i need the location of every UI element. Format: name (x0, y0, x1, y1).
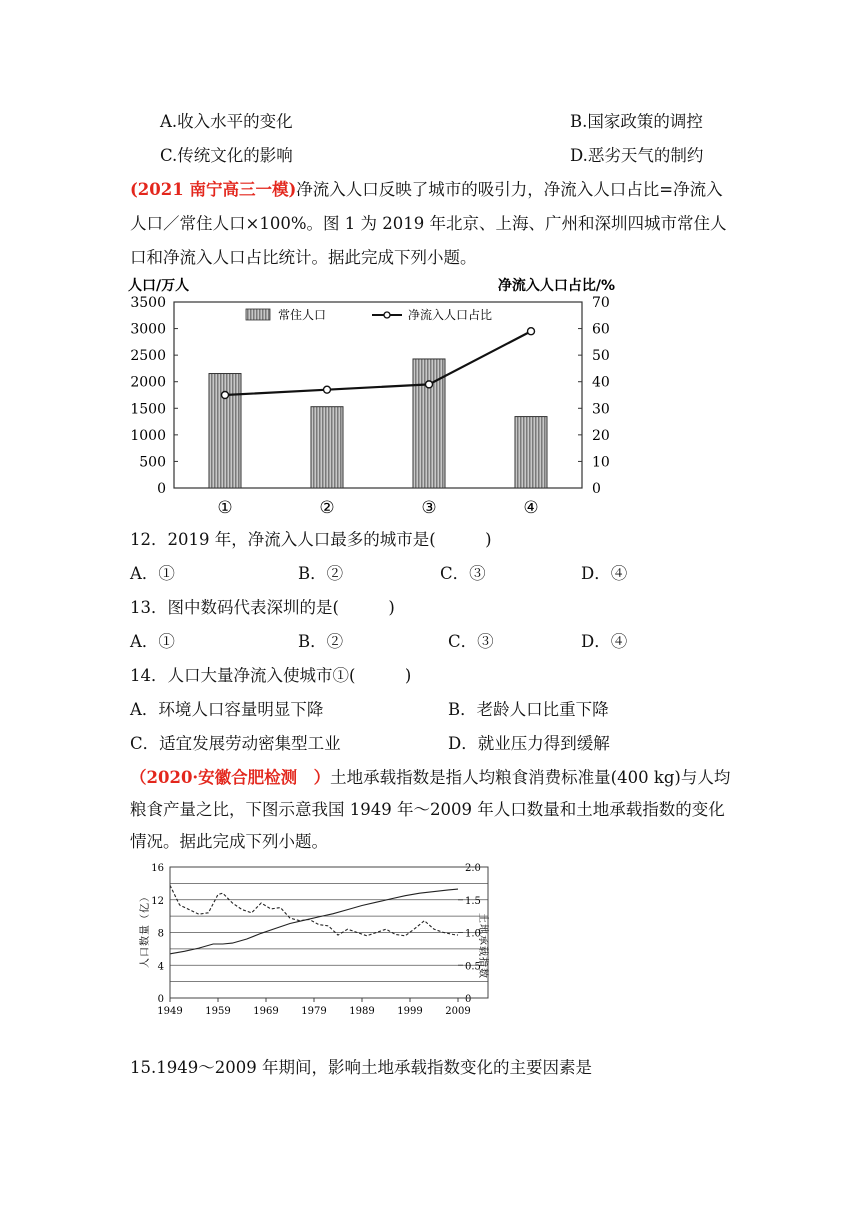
option-c: C.传统文化的影响 (160, 146, 293, 165)
q14-stem: 14．人口大量净流入使城市①( ) (130, 666, 412, 685)
chart1-ytick-label: 500 (139, 454, 166, 471)
q13-option-c: C．③ (448, 632, 494, 651)
q14-option-a: A．环境人口容量明显下降 (130, 700, 324, 719)
chart2-xtick-label: 2009 (445, 1006, 471, 1017)
chart1-ytick-label: 1000 (130, 427, 166, 444)
chart1-y2tick-label: 60 (592, 321, 610, 338)
option-b: B.国家政策的调控 (570, 112, 703, 131)
chart1-line-point (426, 381, 433, 388)
chart2-y2label: 土地承载指数 (477, 913, 488, 979)
chart1-xtick-label: ③ (421, 498, 437, 518)
chart1-y2tick-label: 50 (592, 348, 610, 365)
chart1-ytick-label: 1500 (130, 401, 166, 418)
chart1-legend-line-marker (384, 312, 390, 318)
q12-option-a: A．① (130, 564, 175, 583)
q14-option-c: C．适宜发展劳动密集型工业 (130, 734, 341, 753)
chart2-xtick-label: 1989 (349, 1006, 375, 1017)
passage1-line2: 人口／常住人口×100%。图 1 为 2019 年北京、上海、广州和深圳四城市常住人 (130, 214, 727, 233)
q13-stem: 13．图中数码代表深圳的是( ) (130, 598, 395, 617)
passage1-text1: 净流入人口反映了城市的吸引力，净流入人口占比=净流入 (296, 180, 723, 199)
q13-option-a: A．① (130, 632, 175, 651)
q14-option-b: B．老龄人口比重下降 (448, 700, 609, 719)
chart1-y2tick-label: 10 (592, 454, 610, 471)
passage1-source: (2021 南宁高三一模) (130, 180, 297, 199)
chart2-y2tick-label: 0 (465, 994, 472, 1005)
chart1-line-point (528, 328, 535, 335)
chart2-xtick-label: 1959 (205, 1006, 231, 1017)
chart1-legend-bar-swatch (246, 309, 270, 320)
chart1-y2tick-label: 40 (592, 374, 610, 391)
option-a: A.收入水平的变化 (160, 112, 293, 131)
chart2-xtick-label: 1949 (157, 1006, 183, 1017)
chart1-line-point (324, 386, 331, 393)
chart1-legend-bar-label: 常住人口 (278, 308, 327, 322)
chart1-ytick-label: 2000 (130, 374, 166, 391)
q13-option-d: D．④ (581, 632, 628, 651)
chart1-y2tick-label: 70 (592, 295, 610, 311)
option-d: D.恶劣天气的制约 (570, 146, 704, 165)
chart1-y2tick-label: 20 (592, 427, 610, 444)
chart2-ytick-label: 8 (157, 928, 164, 940)
chart1-y2tick-label: 30 (592, 401, 610, 418)
chart2-xtick-label: 1999 (397, 1006, 423, 1017)
q12-option-d: D．④ (581, 564, 628, 583)
chart1-y2tick-label: 0 (592, 481, 601, 497)
chart2-ytick-label: 0 (157, 994, 164, 1005)
q13-option-b: B．② (298, 632, 344, 651)
q15-stem: 15.1949～2009 年期间，影响土地承载指数变化的主要因素是 (130, 1058, 592, 1077)
passage1-line1 (130, 178, 723, 202)
chart1-xtick-label: ② (319, 498, 335, 518)
chart1-bar (311, 407, 343, 488)
chart1-line-point (222, 392, 229, 399)
chart1-line-series (225, 331, 531, 395)
population-bar-chart (118, 272, 638, 522)
chart2-y2tick-label: 1.5 (465, 895, 481, 907)
q12-option-b: B．② (298, 564, 344, 583)
q12-option-c: C．③ (440, 564, 486, 583)
chart2-ytick-label: 12 (151, 895, 164, 907)
chart1-ytick-label: 0 (157, 481, 166, 497)
chart2-ytick-label: 16 (151, 863, 164, 874)
q12-stem: 12．2019 年，净流入人口最多的城市是( ) (130, 530, 492, 549)
chart1-bar (209, 374, 241, 488)
chart1-bar (515, 417, 547, 488)
passage2-line3: 情况。据此完成下列小题。 (130, 832, 328, 851)
passage2-line2: 粮食产量之比，下图示意我国 1949 年～2009 年人口数量和土地承载指数的变化 (130, 800, 725, 819)
chart2-index-line (170, 885, 458, 936)
chart2-y2tick-label: 1.0 (465, 928, 481, 940)
chart2-ytick-label: 4 (157, 961, 164, 973)
q14-option-d: D．就业压力得到缓解 (448, 734, 610, 753)
chart1-ylabel: 人口/万人 (128, 278, 190, 294)
passage2-text1: 土地承载指数是指人均粮食消费标准量(400 kg)与人均 (330, 768, 731, 787)
chart1-ytick-label: 3000 (130, 321, 166, 338)
passage2-line1 (130, 766, 730, 790)
chart1-xtick-label: ① (217, 498, 233, 518)
chart2-y2tick-label: 2.0 (465, 863, 481, 874)
passage2-source: （2020·安徽合肥检测 ） (130, 768, 331, 787)
passage1-line3: 口和净流入人口占比统计。据此完成下列小题。 (130, 248, 477, 267)
chart1-y2label: 净流入人口占比/% (497, 278, 615, 294)
population-index-line-chart (130, 858, 490, 1026)
chart2-xtick-label: 1979 (301, 1006, 327, 1017)
chart1-xtick-label: ④ (523, 498, 539, 518)
chart2-xtick-label: 1969 (253, 1006, 279, 1017)
chart2-y2tick-label: 0.5 (465, 961, 481, 973)
chart2-ylabel: 人口数量（亿） (140, 891, 151, 968)
chart1-legend-line-label: 净流入人口占比 (408, 308, 493, 322)
chart1-ytick-label: 3500 (130, 295, 166, 311)
chart1-ytick-label: 2500 (130, 348, 166, 365)
